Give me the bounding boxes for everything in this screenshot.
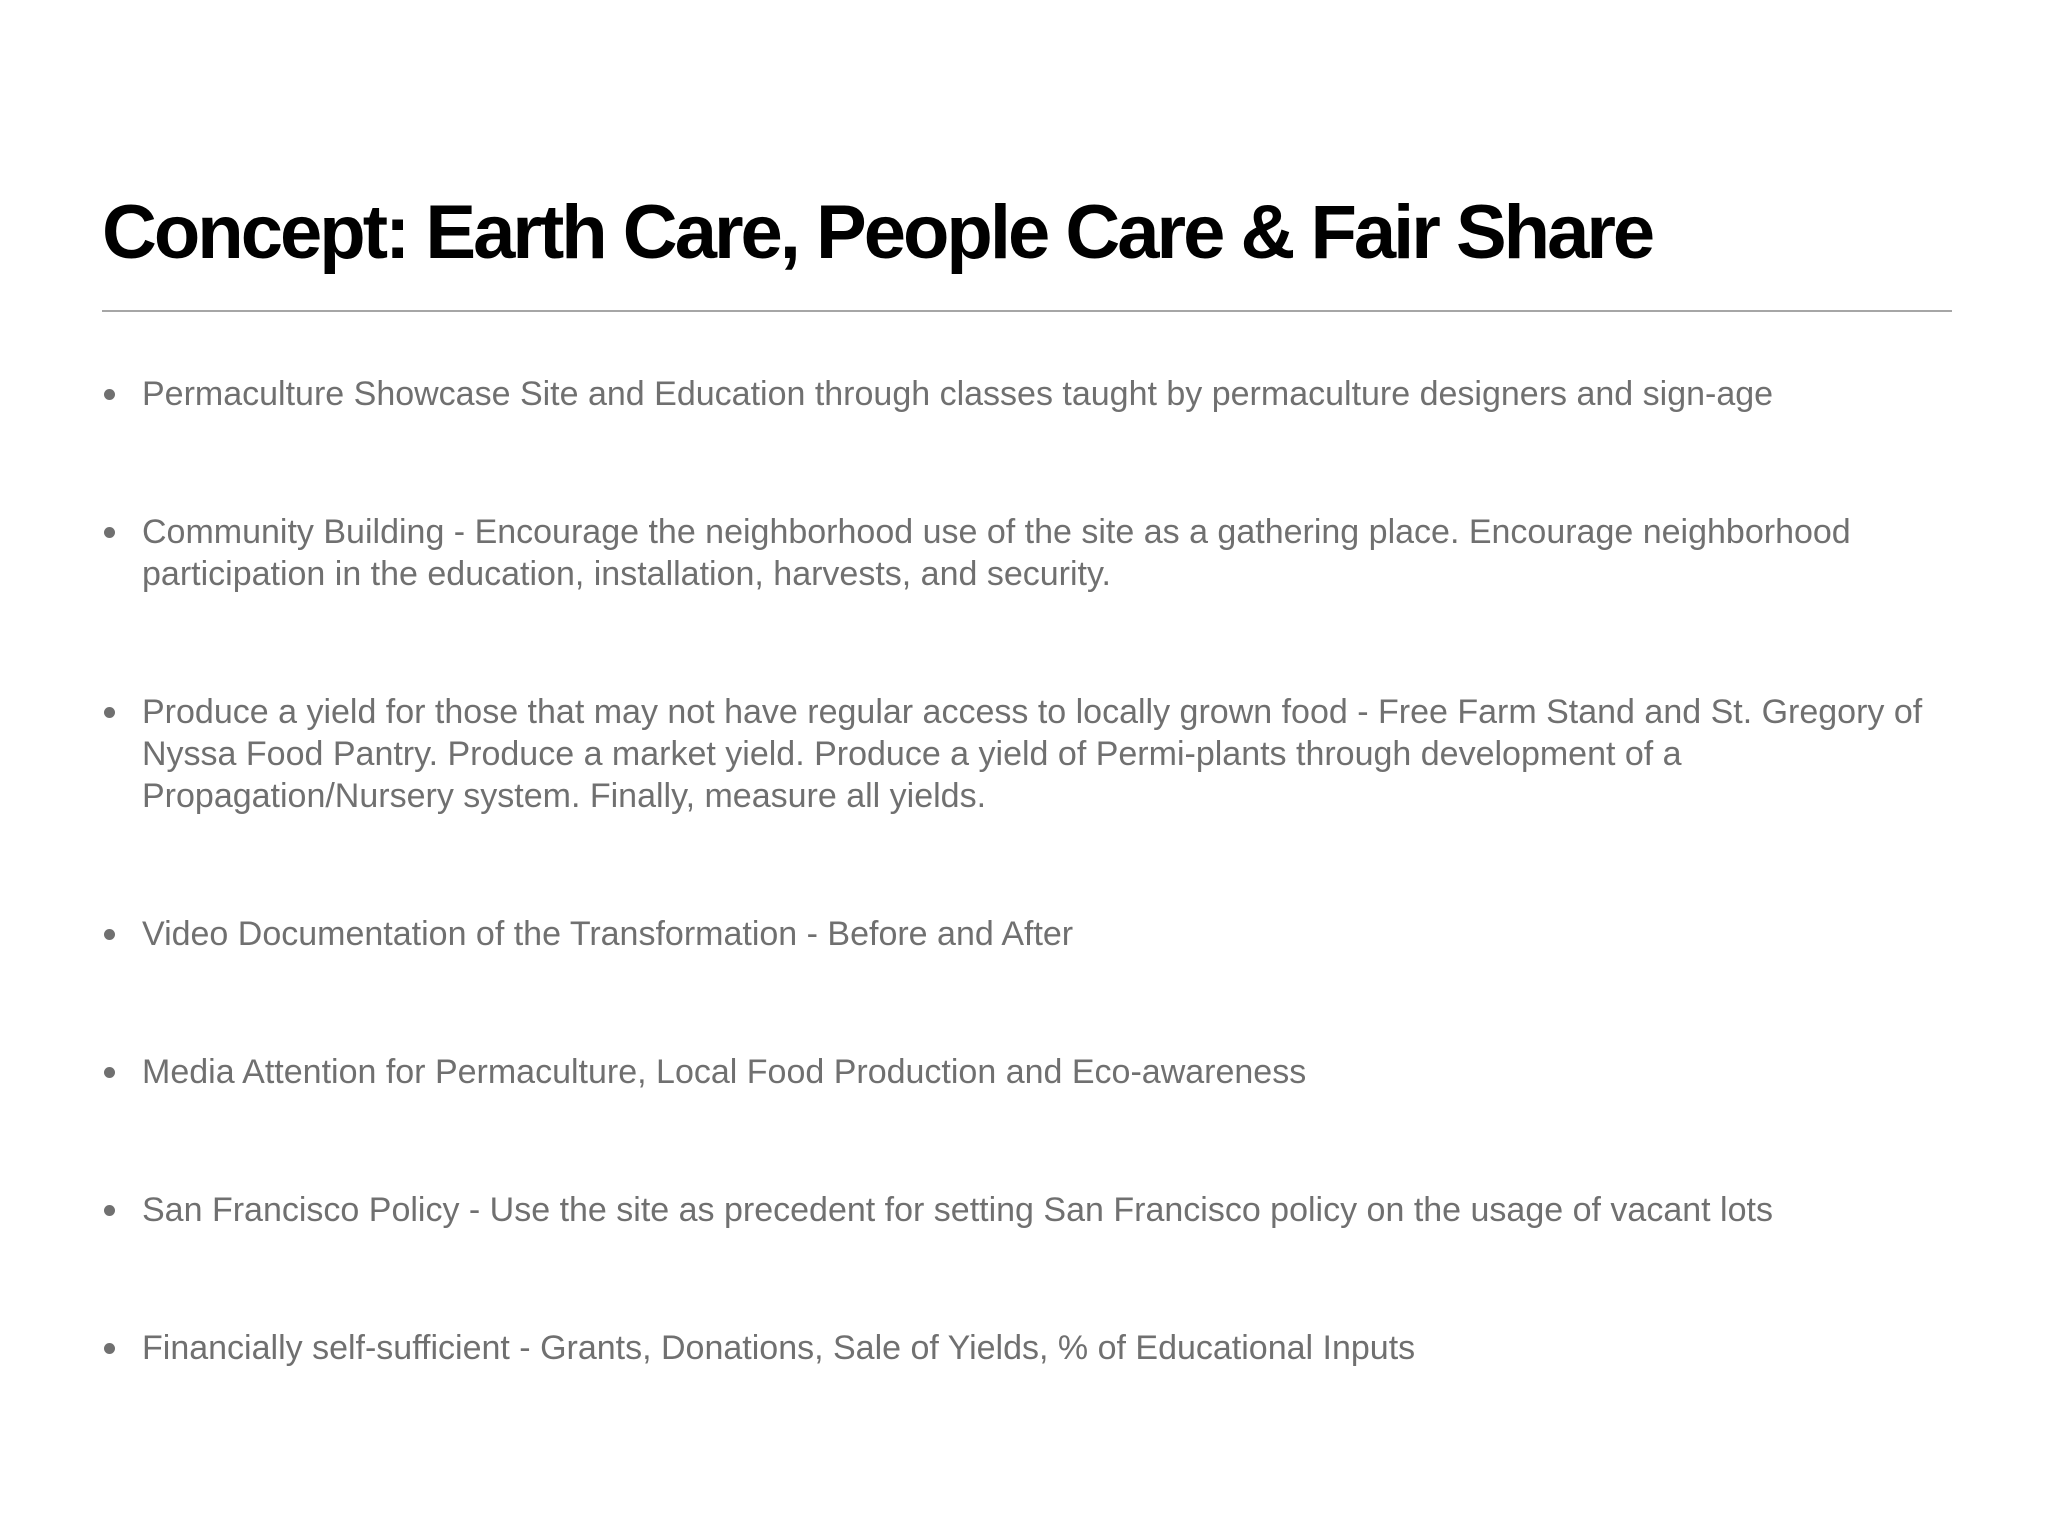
title-divider [102, 310, 1952, 312]
bullet-text: Community Building - Encourage the neighborhood use of the site as a gathering place. Encourage neighborhood participation in the education, installation, harvests, and security. [142, 513, 1851, 593]
bullet-dot-icon [104, 1067, 115, 1078]
bullet-list [102, 373, 1962, 1369]
bullet-text: San Francisco Policy - Use the site as precedent for setting San Francisco policy on the usage of vacant lots [142, 1191, 1773, 1229]
bullet-item [102, 373, 1962, 415]
bullet-item [102, 691, 1962, 817]
bullet-item [102, 1189, 1962, 1231]
bullet-item [102, 511, 1962, 595]
bullet-text: Video Documentation of the Transformation - Before and After [142, 915, 1074, 953]
bullet-item [102, 1051, 1962, 1093]
slide-title: Concept: Earth Care, People Care & Fair Share [102, 190, 1653, 275]
bullet-dot-icon [104, 707, 115, 718]
bullet-dot-icon [104, 527, 115, 538]
bullet-item [102, 1327, 1962, 1369]
bullet-item [102, 913, 1962, 955]
bullet-dot-icon [104, 389, 115, 400]
bullet-text: Permaculture Showcase Site and Education through classes taught by permaculture designers and sign-age [142, 375, 1774, 413]
bullet-text: Produce a yield for those that may not have regular access to locally grown food - Free Farm Stand and St. Gregory of Nyssa Food Pantry. Produce a market yield. Produce a yield of Permi-plants through development of a Propagation/Nursery system. Finally, measure all yields. [142, 693, 1923, 815]
bullet-dot-icon [104, 1343, 115, 1354]
bullet-text: Financially self-sufficient - Grants, Donations, Sale of Yields, % of Educational Inputs [142, 1329, 1416, 1367]
bullet-dot-icon [104, 1205, 115, 1216]
bullet-dot-icon [104, 929, 115, 940]
bullet-text: Media Attention for Permaculture, Local Food Production and Eco-awareness [142, 1053, 1307, 1091]
